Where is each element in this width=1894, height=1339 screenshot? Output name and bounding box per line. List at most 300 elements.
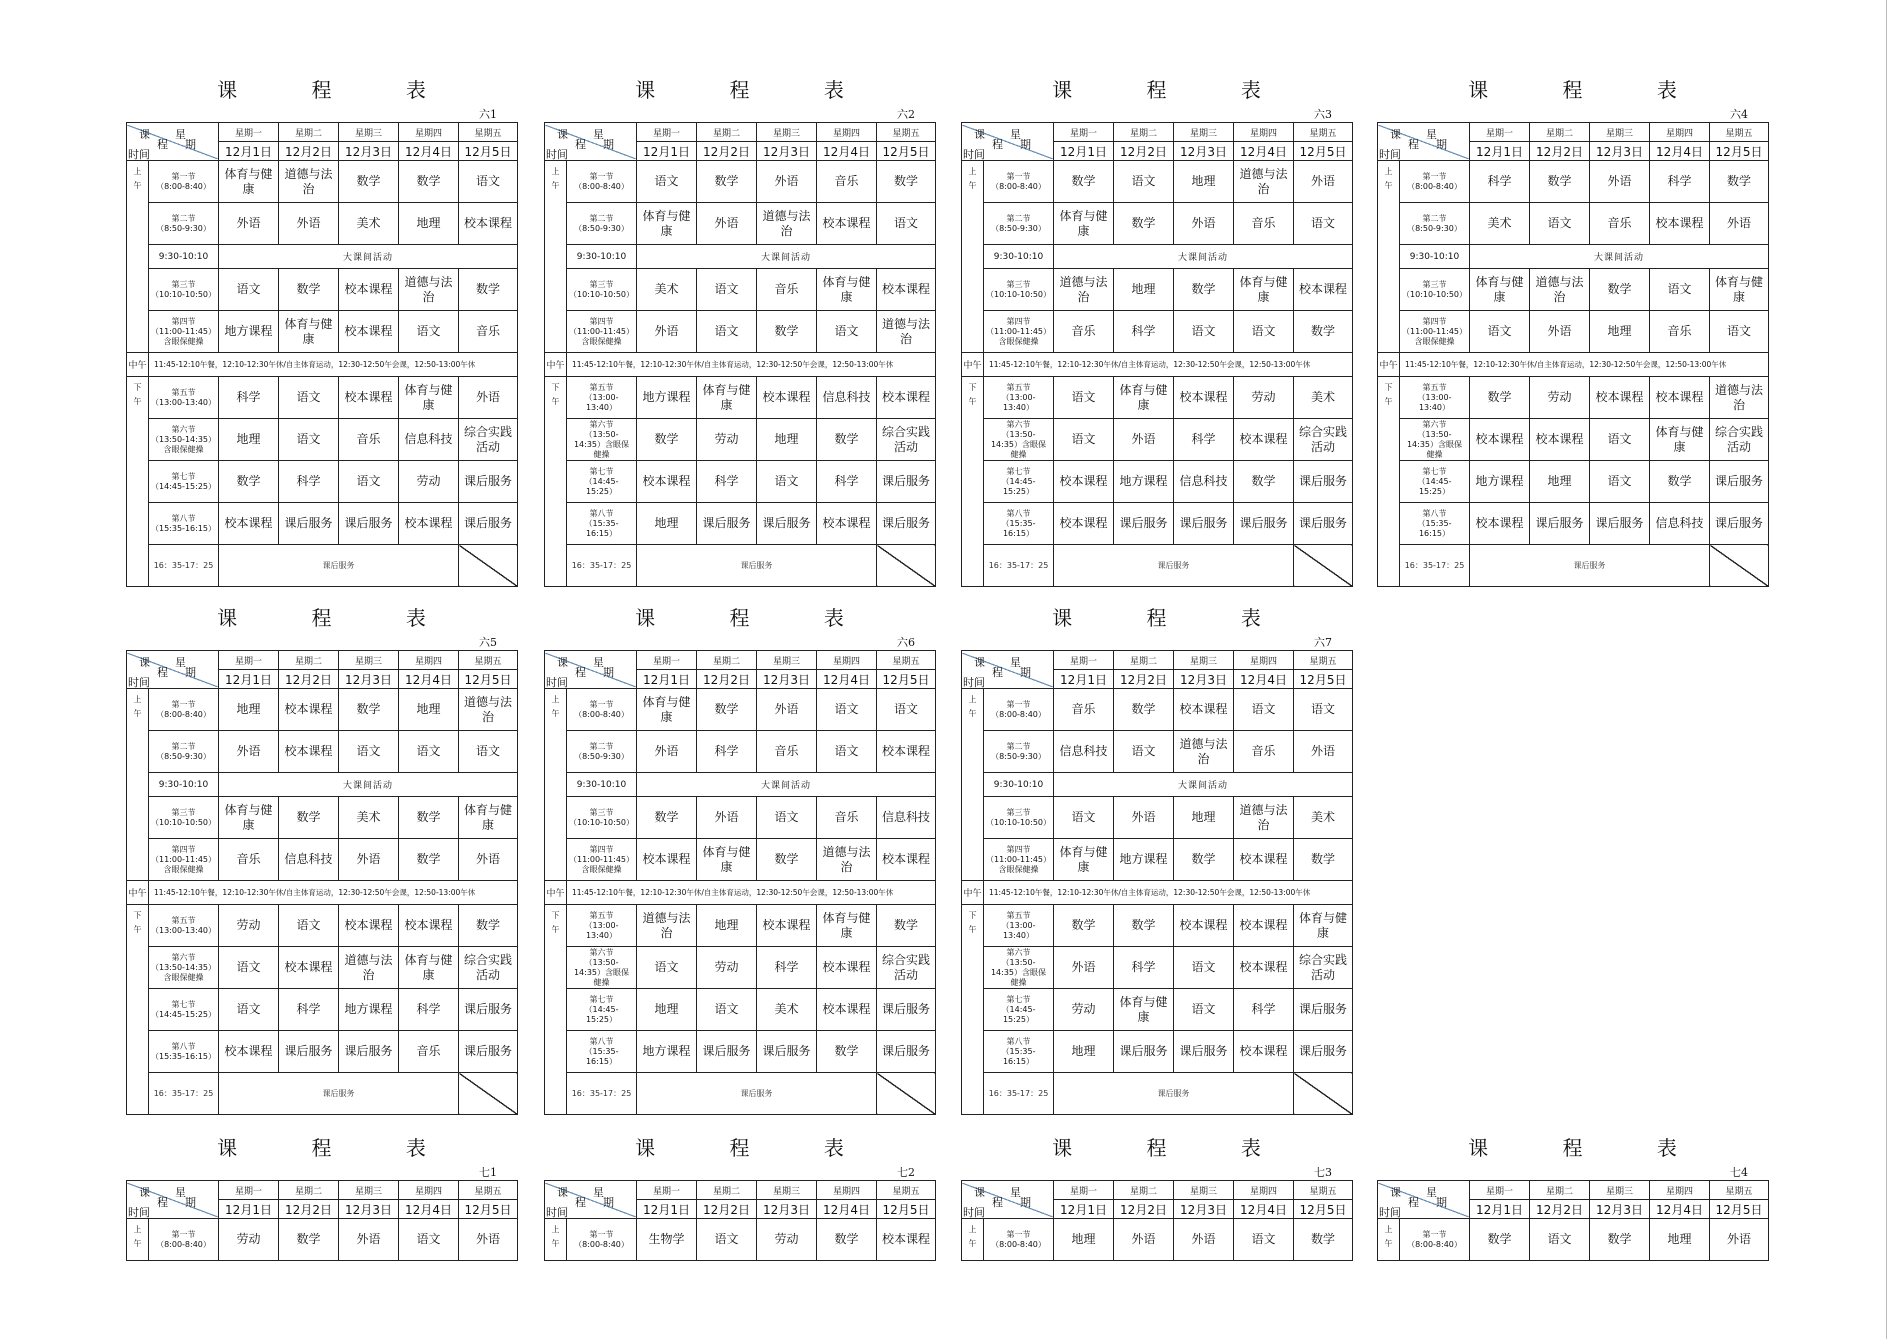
subject-cell[interactable]: 数学: [1114, 905, 1174, 947]
subject-cell[interactable]: 校本课程: [219, 503, 279, 545]
subject-cell[interactable]: 体育与健康: [1710, 269, 1769, 311]
subject-cell[interactable]: 道德与法治: [1234, 161, 1294, 203]
subject-cell[interactable]: 体育与健康: [1650, 419, 1710, 461]
subject-cell[interactable]: 综合实践活动: [459, 947, 518, 989]
subject-cell[interactable]: 语文: [637, 161, 697, 203]
subject-cell[interactable]: 外语: [1590, 161, 1650, 203]
subject-cell[interactable]: 信息科技: [1174, 461, 1234, 503]
subject-cell[interactable]: 科学: [697, 461, 757, 503]
subject-cell[interactable]: 数学: [399, 161, 459, 203]
subject-cell[interactable]: 音乐: [757, 731, 817, 773]
subject-cell[interactable]: 数学: [697, 689, 757, 731]
subject-cell[interactable]: 校本课程: [219, 1031, 279, 1073]
subject-cell[interactable]: 地方课程: [637, 377, 697, 419]
subject-cell[interactable]: 语文: [399, 1219, 459, 1261]
subject-cell[interactable]: 信息科技: [877, 797, 936, 839]
subject-cell[interactable]: 数学: [877, 161, 936, 203]
subject-cell[interactable]: 体育与健康: [1054, 203, 1114, 245]
subject-cell[interactable]: 语文: [697, 989, 757, 1031]
subject-cell[interactable]: 课后服务: [1294, 503, 1353, 545]
subject-cell[interactable]: 语文: [1234, 311, 1294, 353]
subject-cell[interactable]: 体育与健康: [399, 377, 459, 419]
subject-cell[interactable]: 课后服务: [279, 1031, 339, 1073]
subject-cell[interactable]: 信息科技: [1054, 731, 1114, 773]
subject-cell[interactable]: 校本课程: [1650, 377, 1710, 419]
subject-cell[interactable]: 综合实践活动: [877, 419, 936, 461]
subject-cell[interactable]: 道德与法治: [459, 689, 518, 731]
subject-cell[interactable]: 课后服务: [1294, 1031, 1353, 1073]
subject-cell[interactable]: 语文: [757, 461, 817, 503]
subject-cell[interactable]: 地理: [399, 689, 459, 731]
subject-cell[interactable]: 课后服务: [459, 461, 518, 503]
subject-cell[interactable]: 语文: [339, 461, 399, 503]
subject-cell[interactable]: 劳动: [399, 461, 459, 503]
subject-cell[interactable]: 校本课程: [877, 1219, 936, 1261]
subject-cell[interactable]: 道德与法治: [1530, 269, 1590, 311]
subject-cell[interactable]: 数学: [399, 839, 459, 881]
subject-cell[interactable]: 语文: [697, 1219, 757, 1261]
subject-cell[interactable]: 音乐: [1054, 311, 1114, 353]
subject-cell[interactable]: 语文: [877, 689, 936, 731]
subject-cell[interactable]: 劳动: [757, 1219, 817, 1261]
subject-cell[interactable]: 语文: [219, 989, 279, 1031]
subject-cell[interactable]: 校本课程: [877, 377, 936, 419]
subject-cell[interactable]: 美术: [1294, 377, 1353, 419]
subject-cell[interactable]: 地理: [219, 419, 279, 461]
subject-cell[interactable]: 地理: [1590, 311, 1650, 353]
subject-cell[interactable]: 校本课程: [1530, 419, 1590, 461]
subject-cell[interactable]: 体育与健康: [219, 797, 279, 839]
subject-cell[interactable]: 数学: [1470, 1219, 1530, 1261]
subject-cell[interactable]: 道德与法治: [399, 269, 459, 311]
subject-cell[interactable]: 外语: [757, 689, 817, 731]
subject-cell[interactable]: 数学: [1174, 839, 1234, 881]
subject-cell[interactable]: 外语: [637, 311, 697, 353]
subject-cell[interactable]: 数学: [817, 1031, 877, 1073]
subject-cell[interactable]: 校本课程: [459, 203, 518, 245]
subject-cell[interactable]: 校本课程: [817, 989, 877, 1031]
subject-cell[interactable]: 地方课程: [637, 1031, 697, 1073]
subject-cell[interactable]: 校本课程: [1174, 377, 1234, 419]
subject-cell[interactable]: 音乐: [399, 1031, 459, 1073]
subject-cell[interactable]: 课后服务: [1294, 989, 1353, 1031]
subject-cell[interactable]: 课后服务: [877, 461, 936, 503]
subject-cell[interactable]: 课后服务: [1114, 1031, 1174, 1073]
subject-cell[interactable]: 校本课程: [399, 905, 459, 947]
subject-cell[interactable]: 地方课程: [1470, 461, 1530, 503]
subject-cell[interactable]: 课后服务: [1590, 503, 1650, 545]
subject-cell[interactable]: 科学: [1234, 989, 1294, 1031]
subject-cell[interactable]: 数学: [637, 797, 697, 839]
subject-cell[interactable]: 体育与健康: [637, 689, 697, 731]
subject-cell[interactable]: 校本课程: [279, 689, 339, 731]
subject-cell[interactable]: 数学: [757, 839, 817, 881]
subject-cell[interactable]: 科学: [1650, 161, 1710, 203]
subject-cell[interactable]: 地理: [1054, 1031, 1114, 1073]
subject-cell[interactable]: 劳动: [697, 419, 757, 461]
subject-cell[interactable]: 校本课程: [279, 731, 339, 773]
subject-cell[interactable]: 课后服务: [1174, 1031, 1234, 1073]
subject-cell[interactable]: 语文: [339, 731, 399, 773]
subject-cell[interactable]: 道德与法治: [817, 839, 877, 881]
subject-cell[interactable]: 校本课程: [1234, 1031, 1294, 1073]
subject-cell[interactable]: 体育与健康: [1294, 905, 1353, 947]
subject-cell[interactable]: 语文: [1114, 731, 1174, 773]
subject-cell[interactable]: 音乐: [757, 269, 817, 311]
subject-cell[interactable]: 体育与健康: [817, 269, 877, 311]
subject-cell[interactable]: 语文: [1174, 311, 1234, 353]
subject-cell[interactable]: 校本课程: [1470, 419, 1530, 461]
subject-cell[interactable]: 地理: [697, 905, 757, 947]
subject-cell[interactable]: 课后服务: [1114, 503, 1174, 545]
subject-cell[interactable]: 体育与健康: [279, 311, 339, 353]
subject-cell[interactable]: 外语: [1710, 203, 1769, 245]
subject-cell[interactable]: 校本课程: [1470, 503, 1530, 545]
subject-cell[interactable]: 校本课程: [1234, 419, 1294, 461]
subject-cell[interactable]: 数学: [637, 419, 697, 461]
subject-cell[interactable]: 科学: [279, 461, 339, 503]
subject-cell[interactable]: 语文: [817, 311, 877, 353]
subject-cell[interactable]: 外语: [1710, 1219, 1769, 1261]
subject-cell[interactable]: 课后服务: [757, 503, 817, 545]
subject-cell[interactable]: 数学: [339, 161, 399, 203]
subject-cell[interactable]: 课后服务: [459, 503, 518, 545]
subject-cell[interactable]: 道德与法治: [877, 311, 936, 353]
subject-cell[interactable]: 语文: [1294, 689, 1353, 731]
subject-cell[interactable]: 地理: [637, 503, 697, 545]
subject-cell[interactable]: 道德与法治: [637, 905, 697, 947]
subject-cell[interactable]: 语文: [1054, 797, 1114, 839]
subject-cell[interactable]: 校本课程: [877, 269, 936, 311]
subject-cell[interactable]: 劳动: [1234, 377, 1294, 419]
subject-cell[interactable]: 课后服务: [697, 1031, 757, 1073]
subject-cell[interactable]: 校本课程: [1234, 839, 1294, 881]
subject-cell[interactable]: 外语: [1294, 731, 1353, 773]
subject-cell[interactable]: 语文: [459, 161, 518, 203]
subject-cell[interactable]: 课后服务: [877, 503, 936, 545]
subject-cell[interactable]: 数学: [219, 461, 279, 503]
subject-cell[interactable]: 语文: [697, 269, 757, 311]
subject-cell[interactable]: 数学: [279, 797, 339, 839]
subject-cell[interactable]: 地理: [219, 689, 279, 731]
subject-cell[interactable]: 课后服务: [877, 989, 936, 1031]
subject-cell[interactable]: 体育与健康: [697, 377, 757, 419]
subject-cell[interactable]: 语文: [1530, 203, 1590, 245]
subject-cell[interactable]: 音乐: [1234, 731, 1294, 773]
subject-cell[interactable]: 信息科技: [399, 419, 459, 461]
subject-cell[interactable]: 校本课程: [757, 377, 817, 419]
subject-cell[interactable]: 课后服务: [757, 1031, 817, 1073]
subject-cell[interactable]: 数学: [1054, 905, 1114, 947]
subject-cell[interactable]: 语文: [1174, 947, 1234, 989]
subject-cell[interactable]: 语文: [279, 905, 339, 947]
subject-cell[interactable]: 劳动: [219, 1219, 279, 1261]
subject-cell[interactable]: 地方课程: [219, 311, 279, 353]
subject-cell[interactable]: 综合实践活动: [877, 947, 936, 989]
subject-cell[interactable]: 语文: [1234, 689, 1294, 731]
subject-cell[interactable]: 道德与法治: [1174, 731, 1234, 773]
subject-cell[interactable]: 地理: [1174, 797, 1234, 839]
subject-cell[interactable]: 道德与法治: [279, 161, 339, 203]
subject-cell[interactable]: 数学: [757, 311, 817, 353]
subject-cell[interactable]: 校本课程: [399, 503, 459, 545]
subject-cell[interactable]: 数学: [459, 269, 518, 311]
subject-cell[interactable]: 数学: [1294, 311, 1353, 353]
subject-cell[interactable]: 地方课程: [1114, 461, 1174, 503]
subject-cell[interactable]: 道德与法治: [1234, 797, 1294, 839]
subject-cell[interactable]: 课后服务: [1174, 503, 1234, 545]
subject-cell[interactable]: 体育与健康: [219, 161, 279, 203]
subject-cell[interactable]: 课后服务: [459, 1031, 518, 1073]
subject-cell[interactable]: 地理: [637, 989, 697, 1031]
subject-cell[interactable]: 校本课程: [637, 461, 697, 503]
subject-cell[interactable]: 外语: [459, 839, 518, 881]
subject-cell[interactable]: 科学: [1470, 161, 1530, 203]
subject-cell[interactable]: 课后服务: [1294, 461, 1353, 503]
subject-cell[interactable]: 语文: [1530, 1219, 1590, 1261]
subject-cell[interactable]: 语文: [1054, 419, 1114, 461]
subject-cell[interactable]: 语文: [1470, 311, 1530, 353]
subject-cell[interactable]: 校本课程: [279, 947, 339, 989]
subject-cell[interactable]: 美术: [1470, 203, 1530, 245]
subject-cell[interactable]: 数学: [1294, 839, 1353, 881]
subject-cell[interactable]: 校本课程: [339, 905, 399, 947]
subject-cell[interactable]: 科学: [399, 989, 459, 1031]
subject-cell[interactable]: 校本课程: [817, 203, 877, 245]
subject-cell[interactable]: 体育与健康: [637, 203, 697, 245]
subject-cell[interactable]: 道德与法治: [757, 203, 817, 245]
subject-cell[interactable]: 数学: [1114, 203, 1174, 245]
subject-cell[interactable]: 数学: [1234, 461, 1294, 503]
subject-cell[interactable]: 数学: [877, 905, 936, 947]
subject-cell[interactable]: 科学: [219, 377, 279, 419]
subject-cell[interactable]: 语文: [279, 419, 339, 461]
subject-cell[interactable]: 数学: [279, 269, 339, 311]
subject-cell[interactable]: 科学: [757, 947, 817, 989]
subject-cell[interactable]: 美术: [339, 203, 399, 245]
subject-cell[interactable]: 音乐: [459, 311, 518, 353]
subject-cell[interactable]: 外语: [757, 161, 817, 203]
subject-cell[interactable]: 外语: [1054, 947, 1114, 989]
subject-cell[interactable]: 校本课程: [817, 947, 877, 989]
subject-cell[interactable]: 综合实践活动: [1710, 419, 1769, 461]
subject-cell[interactable]: 数学: [399, 797, 459, 839]
subject-cell[interactable]: 美术: [339, 797, 399, 839]
subject-cell[interactable]: 体育与健康: [1234, 269, 1294, 311]
subject-cell[interactable]: 综合实践活动: [1294, 947, 1353, 989]
subject-cell[interactable]: 信息科技: [1650, 503, 1710, 545]
subject-cell[interactable]: 数学: [1054, 161, 1114, 203]
subject-cell[interactable]: 校本课程: [757, 905, 817, 947]
subject-cell[interactable]: 校本课程: [1294, 269, 1353, 311]
subject-cell[interactable]: 体育与健康: [817, 905, 877, 947]
subject-cell[interactable]: 数学: [1710, 161, 1769, 203]
subject-cell[interactable]: 体育与健康: [1114, 989, 1174, 1031]
subject-cell[interactable]: 语文: [1590, 461, 1650, 503]
subject-cell[interactable]: 外语: [1114, 1219, 1174, 1261]
subject-cell[interactable]: 体育与健康: [1054, 839, 1114, 881]
subject-cell[interactable]: 外语: [1114, 797, 1174, 839]
subject-cell[interactable]: 数学: [1294, 1219, 1353, 1261]
subject-cell[interactable]: 课后服务: [1530, 503, 1590, 545]
subject-cell[interactable]: 劳动: [1530, 377, 1590, 419]
subject-cell[interactable]: 课后服务: [697, 503, 757, 545]
subject-cell[interactable]: 校本课程: [339, 311, 399, 353]
subject-cell[interactable]: 体育与健康: [1114, 377, 1174, 419]
subject-cell[interactable]: 音乐: [1054, 689, 1114, 731]
subject-cell[interactable]: 体育与健康: [459, 797, 518, 839]
subject-cell[interactable]: 校本课程: [339, 377, 399, 419]
subject-cell[interactable]: 外语: [1114, 419, 1174, 461]
subject-cell[interactable]: 数学: [697, 161, 757, 203]
subject-cell[interactable]: 语文: [877, 203, 936, 245]
subject-cell[interactable]: 劳动: [1054, 989, 1114, 1031]
subject-cell[interactable]: 语文: [1650, 269, 1710, 311]
subject-cell[interactable]: 音乐: [219, 839, 279, 881]
subject-cell[interactable]: 外语: [1174, 1219, 1234, 1261]
subject-cell[interactable]: 语文: [757, 797, 817, 839]
subject-cell[interactable]: 语文: [399, 311, 459, 353]
subject-cell[interactable]: 道德与法治: [1054, 269, 1114, 311]
subject-cell[interactable]: 校本课程: [1650, 203, 1710, 245]
subject-cell[interactable]: 外语: [1174, 203, 1234, 245]
subject-cell[interactable]: 外语: [339, 1219, 399, 1261]
subject-cell[interactable]: 外语: [459, 377, 518, 419]
subject-cell[interactable]: 科学: [1174, 419, 1234, 461]
subject-cell[interactable]: 校本课程: [339, 269, 399, 311]
subject-cell[interactable]: 数学: [1174, 269, 1234, 311]
subject-cell[interactable]: 课后服务: [1710, 503, 1769, 545]
subject-cell[interactable]: 数学: [339, 689, 399, 731]
subject-cell[interactable]: 科学: [1114, 311, 1174, 353]
subject-cell[interactable]: 语文: [1710, 311, 1769, 353]
subject-cell[interactable]: 课后服务: [279, 503, 339, 545]
subject-cell[interactable]: 数学: [817, 419, 877, 461]
subject-cell[interactable]: 美术: [757, 989, 817, 1031]
subject-cell[interactable]: 综合实践活动: [1294, 419, 1353, 461]
subject-cell[interactable]: 科学: [279, 989, 339, 1031]
subject-cell[interactable]: 校本课程: [1234, 905, 1294, 947]
subject-cell[interactable]: 外语: [637, 731, 697, 773]
subject-cell[interactable]: 体育与健康: [399, 947, 459, 989]
subject-cell[interactable]: 外语: [219, 203, 279, 245]
subject-cell[interactable]: 科学: [817, 461, 877, 503]
subject-cell[interactable]: 课后服务: [339, 503, 399, 545]
subject-cell[interactable]: 外语: [219, 731, 279, 773]
subject-cell[interactable]: 外语: [459, 1219, 518, 1261]
subject-cell[interactable]: 体育与健康: [697, 839, 757, 881]
subject-cell[interactable]: 音乐: [1650, 311, 1710, 353]
subject-cell[interactable]: 数学: [279, 1219, 339, 1261]
subject-cell[interactable]: 音乐: [339, 419, 399, 461]
subject-cell[interactable]: 道德与法治: [339, 947, 399, 989]
subject-cell[interactable]: 校本课程: [817, 503, 877, 545]
subject-cell[interactable]: 语文: [279, 377, 339, 419]
subject-cell[interactable]: 地理: [1650, 1219, 1710, 1261]
subject-cell[interactable]: 劳动: [219, 905, 279, 947]
subject-cell[interactable]: 美术: [637, 269, 697, 311]
subject-cell[interactable]: 语文: [697, 311, 757, 353]
subject-cell[interactable]: 地理: [1174, 161, 1234, 203]
subject-cell[interactable]: 音乐: [1234, 203, 1294, 245]
subject-cell[interactable]: 校本课程: [877, 839, 936, 881]
subject-cell[interactable]: 信息科技: [279, 839, 339, 881]
subject-cell[interactable]: 生物学: [637, 1219, 697, 1261]
subject-cell[interactable]: 校本课程: [1174, 689, 1234, 731]
subject-cell[interactable]: 地理: [1054, 1219, 1114, 1261]
subject-cell[interactable]: 地方课程: [339, 989, 399, 1031]
subject-cell[interactable]: 道德与法治: [1710, 377, 1769, 419]
subject-cell[interactable]: 外语: [279, 203, 339, 245]
subject-cell[interactable]: 校本课程: [1054, 503, 1114, 545]
subject-cell[interactable]: 语文: [1174, 989, 1234, 1031]
subject-cell[interactable]: 语文: [1294, 203, 1353, 245]
subject-cell[interactable]: 地理: [399, 203, 459, 245]
subject-cell[interactable]: 数学: [1650, 461, 1710, 503]
subject-cell[interactable]: 课后服务: [459, 989, 518, 1031]
subject-cell[interactable]: 语文: [1590, 419, 1650, 461]
subject-cell[interactable]: 语文: [219, 947, 279, 989]
subject-cell[interactable]: 地方课程: [1114, 839, 1174, 881]
subject-cell[interactable]: 语文: [637, 947, 697, 989]
subject-cell[interactable]: 校本课程: [1590, 377, 1650, 419]
subject-cell[interactable]: 数学: [459, 905, 518, 947]
subject-cell[interactable]: 校本课程: [1234, 947, 1294, 989]
subject-cell[interactable]: 数学: [1530, 161, 1590, 203]
subject-cell[interactable]: 语文: [817, 731, 877, 773]
subject-cell[interactable]: 语文: [399, 731, 459, 773]
subject-cell[interactable]: 音乐: [817, 161, 877, 203]
subject-cell[interactable]: 数学: [1590, 269, 1650, 311]
subject-cell[interactable]: 劳动: [697, 947, 757, 989]
subject-cell[interactable]: 语文: [219, 269, 279, 311]
subject-cell[interactable]: 语文: [459, 731, 518, 773]
subject-cell[interactable]: 课后服务: [877, 1031, 936, 1073]
subject-cell[interactable]: 体育与健康: [1470, 269, 1530, 311]
subject-cell[interactable]: 外语: [1530, 311, 1590, 353]
subject-cell[interactable]: 数学: [1114, 689, 1174, 731]
subject-cell[interactable]: 语文: [1234, 1219, 1294, 1261]
subject-cell[interactable]: 数学: [1470, 377, 1530, 419]
subject-cell[interactable]: 语文: [817, 689, 877, 731]
subject-cell[interactable]: 科学: [1114, 947, 1174, 989]
subject-cell[interactable]: 地理: [757, 419, 817, 461]
subject-cell[interactable]: 地理: [1530, 461, 1590, 503]
subject-cell[interactable]: 信息科技: [817, 377, 877, 419]
subject-cell[interactable]: 课后服务: [339, 1031, 399, 1073]
subject-cell[interactable]: 音乐: [817, 797, 877, 839]
subject-cell[interactable]: 校本课程: [637, 839, 697, 881]
subject-cell[interactable]: 语文: [1114, 161, 1174, 203]
subject-cell[interactable]: 地理: [1114, 269, 1174, 311]
subject-cell[interactable]: 校本课程: [877, 731, 936, 773]
subject-cell[interactable]: 美术: [1294, 797, 1353, 839]
subject-cell[interactable]: 校本课程: [1054, 461, 1114, 503]
subject-cell[interactable]: 外语: [697, 797, 757, 839]
subject-cell[interactable]: 综合实践活动: [459, 419, 518, 461]
subject-cell[interactable]: 数学: [1590, 1219, 1650, 1261]
subject-cell[interactable]: 课后服务: [1234, 503, 1294, 545]
subject-cell[interactable]: 音乐: [1590, 203, 1650, 245]
subject-cell[interactable]: 外语: [697, 203, 757, 245]
subject-cell[interactable]: 数学: [817, 1219, 877, 1261]
subject-cell[interactable]: 语文: [1054, 377, 1114, 419]
subject-cell[interactable]: 课后服务: [1710, 461, 1769, 503]
subject-cell[interactable]: 外语: [1294, 161, 1353, 203]
subject-cell[interactable]: 外语: [339, 839, 399, 881]
subject-cell[interactable]: 校本课程: [1174, 905, 1234, 947]
subject-cell[interactable]: 科学: [697, 731, 757, 773]
